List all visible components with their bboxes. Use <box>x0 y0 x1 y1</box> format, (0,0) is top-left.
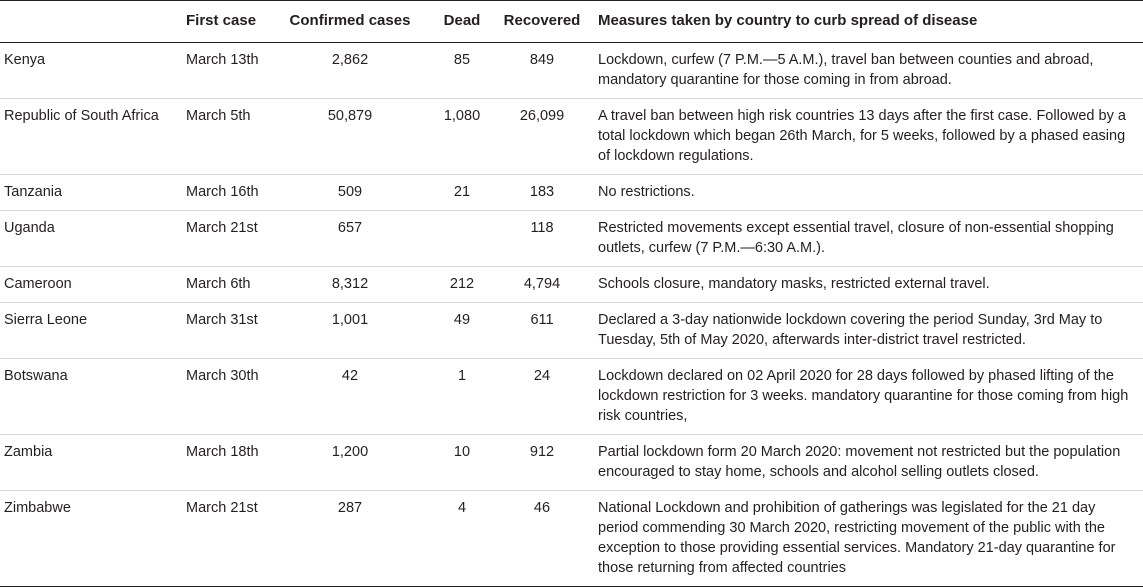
cell-country: Sierra Leone <box>0 303 184 359</box>
cell-recovered: 611 <box>494 303 590 359</box>
cell-recovered: 912 <box>494 435 590 491</box>
cell-country: Kenya <box>0 43 184 99</box>
cell-country: Zambia <box>0 435 184 491</box>
cell-measures: Lockdown, curfew (7 P.M.—5 A.M.), travel ban between counties and abroad, mandatory quarantine for those coming in from abroad. <box>590 43 1143 99</box>
cell-measures: National Lockdown and prohibition of gatherings was legislated for the 21 day period commending 30 March 2020, restricting movement of the public with the exception to those providing essential services. Mandatory 21-day quarantine for those returning from affected countries <box>590 491 1143 587</box>
cell-country: Botswana <box>0 359 184 435</box>
cell-dead: 212 <box>430 267 494 303</box>
cell-dead: 85 <box>430 43 494 99</box>
header-dead: Dead <box>430 1 494 43</box>
cell-first-case: March 21st <box>184 211 270 267</box>
cell-dead: 1 <box>430 359 494 435</box>
cell-country: Republic of South Africa <box>0 99 184 175</box>
cell-confirmed: 657 <box>270 211 430 267</box>
cell-recovered: 46 <box>494 491 590 587</box>
header-confirmed-cases: Confirmed cases <box>270 1 430 43</box>
cell-first-case: March 6th <box>184 267 270 303</box>
cell-first-case: March 18th <box>184 435 270 491</box>
cell-first-case: March 5th <box>184 99 270 175</box>
cell-recovered: 849 <box>494 43 590 99</box>
cell-confirmed: 287 <box>270 491 430 587</box>
cell-measures: No restrictions. <box>590 175 1143 211</box>
header-first-case: First case <box>184 1 270 43</box>
cell-country: Tanzania <box>0 175 184 211</box>
cell-dead <box>430 211 494 267</box>
cell-country: Zimbabwe <box>0 491 184 587</box>
cell-measures: Schools closure, mandatory masks, restricted external travel. <box>590 267 1143 303</box>
cell-confirmed: 1,001 <box>270 303 430 359</box>
cell-recovered: 183 <box>494 175 590 211</box>
cell-first-case: March 16th <box>184 175 270 211</box>
cell-recovered: 4,794 <box>494 267 590 303</box>
header-country <box>0 1 184 43</box>
header-measures: Measures taken by country to curb spread of disease <box>590 1 1143 43</box>
cell-recovered: 24 <box>494 359 590 435</box>
table-row <box>0 435 1143 491</box>
cell-confirmed: 1,200 <box>270 435 430 491</box>
header-recovered: Recovered <box>494 1 590 43</box>
cell-measures: A travel ban between high risk countries 13 days after the first case. Followed by a total lockdown which began 26th March, for 5 weeks, followed by a phased easing of lockdown regulations. <box>590 99 1143 175</box>
cell-confirmed: 2,862 <box>270 43 430 99</box>
table-row <box>0 359 1143 435</box>
cell-measures: Partial lockdown form 20 March 2020: movement not restricted but the population encouraged to stay home, schools and alcohol selling outlets closed. <box>590 435 1143 491</box>
cell-dead: 21 <box>430 175 494 211</box>
cell-confirmed: 8,312 <box>270 267 430 303</box>
cell-first-case: March 30th <box>184 359 270 435</box>
cell-first-case: March 31st <box>184 303 270 359</box>
cell-first-case: March 21st <box>184 491 270 587</box>
cell-dead: 1,080 <box>430 99 494 175</box>
header-row <box>0 1 1143 43</box>
cell-country: Cameroon <box>0 267 184 303</box>
table-body <box>0 43 1143 587</box>
cell-recovered: 118 <box>494 211 590 267</box>
table-header <box>0 1 1143 43</box>
cell-dead: 10 <box>430 435 494 491</box>
cell-first-case: March 13th <box>184 43 270 99</box>
table-row <box>0 99 1143 175</box>
cell-country: Uganda <box>0 211 184 267</box>
table-row <box>0 303 1143 359</box>
cell-confirmed: 50,879 <box>270 99 430 175</box>
cell-dead: 4 <box>430 491 494 587</box>
table-row <box>0 43 1143 99</box>
cell-confirmed: 509 <box>270 175 430 211</box>
cell-measures: Restricted movements except essential travel, closure of non-essential shopping outlets, curfew (7 P.M.—6:30 A.M.). <box>590 211 1143 267</box>
cell-dead: 49 <box>430 303 494 359</box>
cell-measures: Declared a 3-day nationwide lockdown covering the period Sunday, 3rd May to Tuesday, 5th of May 2020, afterwards inter-district travel restricted. <box>590 303 1143 359</box>
cell-recovered: 26,099 <box>494 99 590 175</box>
cell-confirmed: 42 <box>270 359 430 435</box>
table-row <box>0 211 1143 267</box>
table-row <box>0 491 1143 587</box>
cell-measures: Lockdown declared on 02 April 2020 for 28 days followed by phased lifting of the lockdown restriction for 3 weeks. mandatory quarantine for those coming from high risk countries, <box>590 359 1143 435</box>
table-row <box>0 175 1143 211</box>
table-row <box>0 267 1143 303</box>
